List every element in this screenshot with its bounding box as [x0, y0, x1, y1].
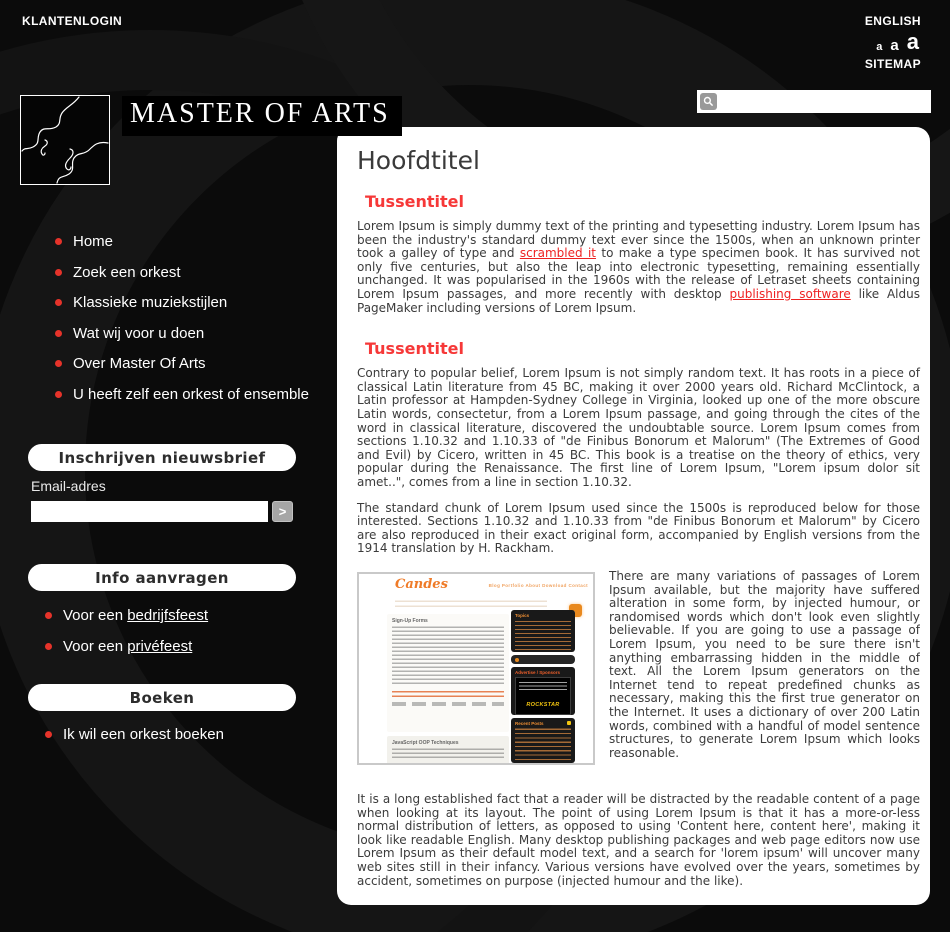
newsletter-title: Inschrijven nieuwsbrief	[58, 448, 266, 467]
thumb-recent-lines	[515, 728, 571, 760]
info-item-text	[63, 638, 192, 656]
booking-title: Boeken	[129, 688, 195, 707]
page-title: Hoofdtitel	[357, 146, 480, 175]
language-controls	[865, 14, 921, 71]
paragraph-2: Contrary to popular belief, Lorem Ipsum is not simply random text. It has roots in a piece of classical Latin literature from 45 BC, making it over 2000 years old. Richard McClintock, a Latin professor at Hampden-Sydney College in Virginia, looked up one of the more obscure Latin words, consectetur, from a Lorem Ipsum passage, and going through the cites of the word in classical literature, discovered the undoubtable source. Lorem Ipsum comes from sections 1.10.32 and 1.10.33 of "de Finibus Bonorum et Malorum" (The Extremes of Good and Evil) by Cicero, written in 45 BC. This book is a treatise on the theory of ethics, very popular during the Renaissance. The first line of Lorem Ipsum, "Lorem ipsum dolor sit amet..", comes from a line in section 1.10.32.	[357, 366, 920, 490]
paragraph-1-text: like Aldus PageMaker including versions of Lorem Ipsum.	[357, 286, 920, 315]
content-panel	[337, 127, 930, 905]
menu-item-klassieke-muziekstijlen[interactable]	[55, 294, 309, 314]
paragraph-1	[357, 220, 920, 315]
main-menu	[55, 233, 309, 416]
menu-label: Over Master Of Arts	[73, 355, 206, 372]
bullet-icon	[55, 330, 62, 337]
menu-item-wat-wij-voor-u-doen[interactable]	[55, 325, 309, 345]
search-bar	[697, 90, 931, 113]
section1-heading: Tussentitel	[365, 191, 464, 211]
menu-label: U heeft zelf een orkest of ensemble	[73, 385, 309, 403]
logo[interactable]	[20, 95, 110, 185]
thumb-text-lines	[392, 626, 504, 684]
thumb-text-lines	[392, 748, 504, 758]
language-english-link[interactable]: ENGLISH	[864, 14, 921, 28]
booking-header	[28, 684, 296, 711]
thumb-post1-title: Sign-Up Forms	[392, 618, 428, 624]
newsletter-submit-button[interactable]: >	[272, 501, 293, 522]
thumb-search-bar	[511, 655, 575, 664]
thumb-ad-lines	[519, 680, 567, 690]
menu-item-over-master-of-arts[interactable]	[55, 355, 309, 375]
paragraph-5: It is a long established fact that a reader will be distracted by the readable content of a page when looking at its layout. The point of using Lorem Ipsum is that it has a more-or-less normal distribution of letters, as opposed to using 'Content here, content here', making it look like readable English. Many desktop publishing packages and web page editors now use Lorem Ipsum as their default model text, and a search for 'lorem ipsum' will uncover many web sites still in their infancy. Various versions have evolved over the years, sometimes by accident, sometimes on purpose (injected humour and the like).	[357, 792, 920, 888]
section2-heading: Tussentitel	[365, 339, 464, 359]
bullet-icon	[45, 612, 52, 619]
menu-label: Klassieke muziekstijlen	[73, 294, 228, 311]
font-size-small-button[interactable]: a	[876, 41, 883, 53]
newsletter-header	[28, 444, 296, 471]
thumb-ad-text: ROCKSTAR	[526, 702, 560, 708]
paragraph-1-text: Lorem Ipsum is simply dummy text of the printing and typesetting industry. Lorem Ipsum has been the industry's standard dummy text ever since the 1500s, when an unknown printer took a galley of type and	[357, 218, 920, 261]
violin-sketch-icon	[21, 96, 109, 184]
menu-item-eigen-orkest[interactable]	[55, 386, 309, 406]
info-request-title: Info aanvragen	[95, 568, 229, 587]
media-block	[357, 570, 920, 765]
thumb-topics-panel	[511, 610, 575, 652]
email-label: Email-adres	[31, 478, 106, 494]
info-item-prefix: Voor een	[63, 638, 128, 655]
thumb-post-card	[387, 614, 509, 732]
thumb-link-lines	[392, 688, 504, 697]
thumb-sponsors-panel	[511, 667, 575, 715]
thumb-topics-heading: Topics	[515, 613, 530, 618]
thumb-dot-icon	[567, 721, 571, 725]
bullet-icon	[45, 731, 52, 738]
menu-item-zoek-een-orkest[interactable]	[55, 264, 309, 284]
font-size-medium-button[interactable]: a	[890, 37, 899, 54]
menu-label: Home	[73, 233, 114, 250]
klantenlogin-link[interactable]: KLANTENLOGIN	[22, 14, 123, 28]
bullet-icon	[55, 299, 62, 306]
thumb-recent-posts-panel	[511, 718, 575, 763]
thumb-topic-lines	[515, 620, 571, 650]
sitemap-link[interactable]: SITEMAP	[864, 57, 921, 71]
info-item-text	[63, 607, 208, 625]
font-size-large-button[interactable]: a	[906, 29, 919, 54]
info-item-bedrijfsfeest[interactable]	[45, 607, 208, 625]
publishing-software-link[interactable]: publishing software	[729, 286, 851, 301]
info-item-privefeest[interactable]	[45, 638, 192, 656]
menu-item-home[interactable]	[55, 233, 309, 253]
menu-label: Zoek een orkest	[73, 263, 181, 281]
thumb-site-logo: Candes	[395, 577, 448, 592]
search-input[interactable]	[717, 92, 931, 111]
bedrijfsfeest-link[interactable]: bedrijfsfeest	[127, 607, 209, 624]
booking-item-label: Ik wil een orkest boeken	[63, 726, 224, 743]
thumb-post2-title: JavaScript OOP Techniques	[392, 740, 459, 746]
paragraph-3: The standard chunk of Lorem Ipsum used since the 1500s is reproduced below for those interested. Sections 1.10.32 and 1.10.33 from "de Finibus Bonorum et Malorum" by Cicero are also reproduced in their exact original form, accompanied by English versions from the 1914 translation by H. Rackham.	[357, 500, 920, 556]
font-size-switcher	[865, 31, 919, 53]
email-field[interactable]	[31, 501, 268, 522]
privefeest-link[interactable]: privéfeest	[127, 638, 193, 655]
bullet-icon	[55, 391, 62, 398]
menu-label: Wat wij voor u doen	[73, 324, 205, 342]
bullet-icon	[55, 238, 62, 245]
info-item-prefix: Voor een	[63, 607, 128, 624]
paragraph-4: There are many variations of passages of Lorem Ipsum available, but the majority have suffered alteration in some form, by injected humour, or randomised words which don't look even slightly believable. If you are going to use a passage of Lorem Ipsum, you need to be sure there isn't anything embarrassing hidden in the middle of text. All the Lorem Ipsum generators on the Internet tend to repeat predefined chunks as necessary, making this the first true generator on the Internet. It uses a dictionary of over 200 Latin words, combined with a handful of model sentence structures, to generate Lorem Ipsum which looks reasonable.	[609, 570, 920, 760]
search-button[interactable]	[700, 93, 717, 110]
thumb-nav: Blog Portfolio About Download Contact	[488, 583, 588, 588]
bullet-icon	[55, 269, 62, 276]
thumb-recent-heading: Recent Posts	[515, 721, 544, 726]
bullet-icon	[45, 643, 52, 650]
bullet-icon	[55, 360, 62, 367]
thumb-ad-box	[515, 677, 571, 715]
paragraph-1-text: to make a type specimen book. It has survived not only five centuries, but also the leap into electronic typesetting, remaining essentially unchanged. It was popularised in the 1960s with the release of Letraset sheets containing Lorem Ipsum passages, and more recently with desktop	[357, 246, 920, 301]
info-request-header	[28, 564, 296, 591]
website-screenshot-image	[357, 572, 595, 765]
scrambled-it-link[interactable]: scrambled it	[519, 246, 597, 261]
magnifier-icon	[703, 96, 714, 107]
thumb-meta-line	[392, 702, 504, 706]
brand-title: MASTER OF ARTS	[122, 96, 402, 136]
thumb-intro-lines	[395, 598, 547, 607]
booking-item-orkest-boeken[interactable]	[45, 726, 224, 744]
thumb-sponsors-heading: Advertise / Sponsors	[515, 670, 561, 675]
thumb-post-card	[387, 736, 509, 763]
